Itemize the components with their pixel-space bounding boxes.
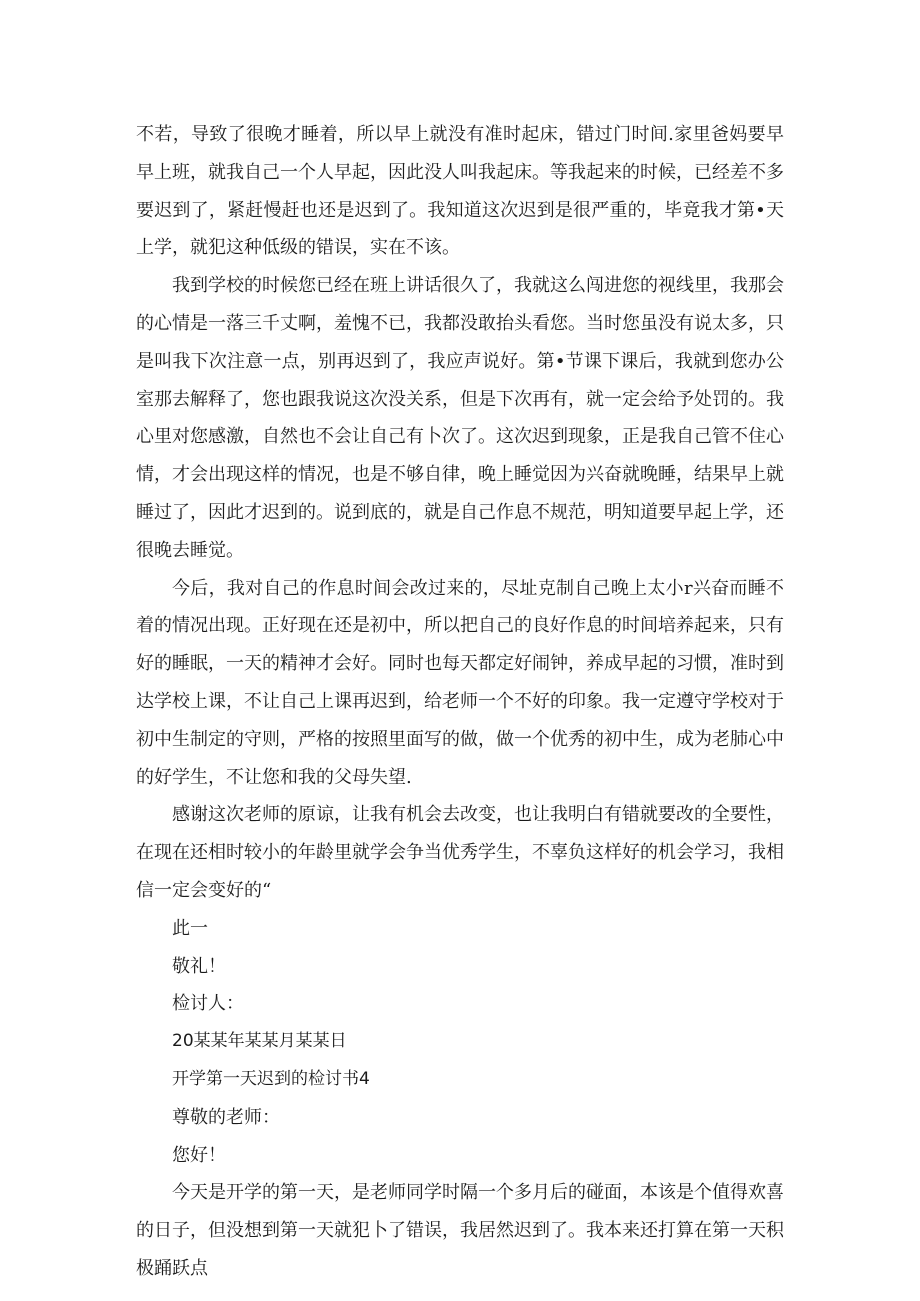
- section-title: 开学第一天迟到的检讨书4: [172, 1068, 370, 1089]
- closing-line: 此一: [172, 917, 208, 939]
- paragraph-thanks: 感谢这次老师的原谅，让我有机会去改变，也让我明白有错就要改的全要性，在现在还相时较小的年龄里就学会争当优秀学生，不辜负这样好的机会学习，我相信一定会变好的“: [136, 804, 784, 901]
- paragraph-first-day: 今天是开学的第一天，是老师同学时隔一个多月后的碰面，本该是个值得欢喜的日子，但没想到第一天就犯卜了错误，我居然迟到了。我本来还打算在第一天积极踊跃点: [136, 1182, 784, 1279]
- paragraph-continuation: 不若，导致了很晚才睡着，所以早上就没有准时起床，错过门时间.家里爸妈要早早上班，就我自己一个人早起，因此没人叫我起床。等我起来的时候，已经差不多要迟到了，紧赶慢赶也还是迟到了。我知道这次迟到是很严重的，毕竟我才第•天上学，就犯这种低级的错误，实在不该。: [136, 124, 784, 259]
- paragraph-arrival: 我到学校的时候您已经在班上讲话很久了，我就这么闯进您的视线里，我那会的心情是一落三千丈啊，羞愧不已，我都没敢抬头看您。当时您虽没有说太多，只是叫我下次注意一点，别再迟到了，我应声说好。第•节课下课后，我就到您办公室那去解释了，您也跟我说这次没关系，但是下次再有，就一定会给予处罚的。我心里对您感激，自然也不会让自己有卜次了。这次迟到现象，正是我自己管不住心情，才会出现这样的情况，也是不够自律，晚上睡觉因为兴奋就晚睡，结果早上就睡过了，因此才迟到的。说到底的，就是自己作息不规范，明知道要早起上学，还很晚去睡觉。: [136, 275, 784, 561]
- document-body: [136, 116, 784, 1279]
- date-line: 20某某年某某月某某日: [172, 1031, 347, 1052]
- salutation-line: 敬礼！: [172, 955, 226, 977]
- paragraph-resolution: 今后，我对自己的作息时间会改过来的，尽址克制自己晚上太小r兴奋而睡不着的情况出现。正好现在还是初中，所以把自己的良好作息的时间培养起来，只有好的睡眠，一天的精神才会好。同时也每天都定好闹钟，养成早起的习惯，准时到达学校上课，不让自己上课再迟到，给老师一个不好的印象。我一定遵守学校对于初中生制定的守则，严格的按照里面写的做，做一个优秀的初中生，成为老肺心中的好学生，不让您和我的父母失望.: [136, 577, 784, 788]
- greeting-teacher: 尊敬的老师：: [172, 1106, 280, 1128]
- greeting-hello: 您好！: [172, 1144, 226, 1166]
- signer-line: 检讨人：: [172, 993, 244, 1015]
